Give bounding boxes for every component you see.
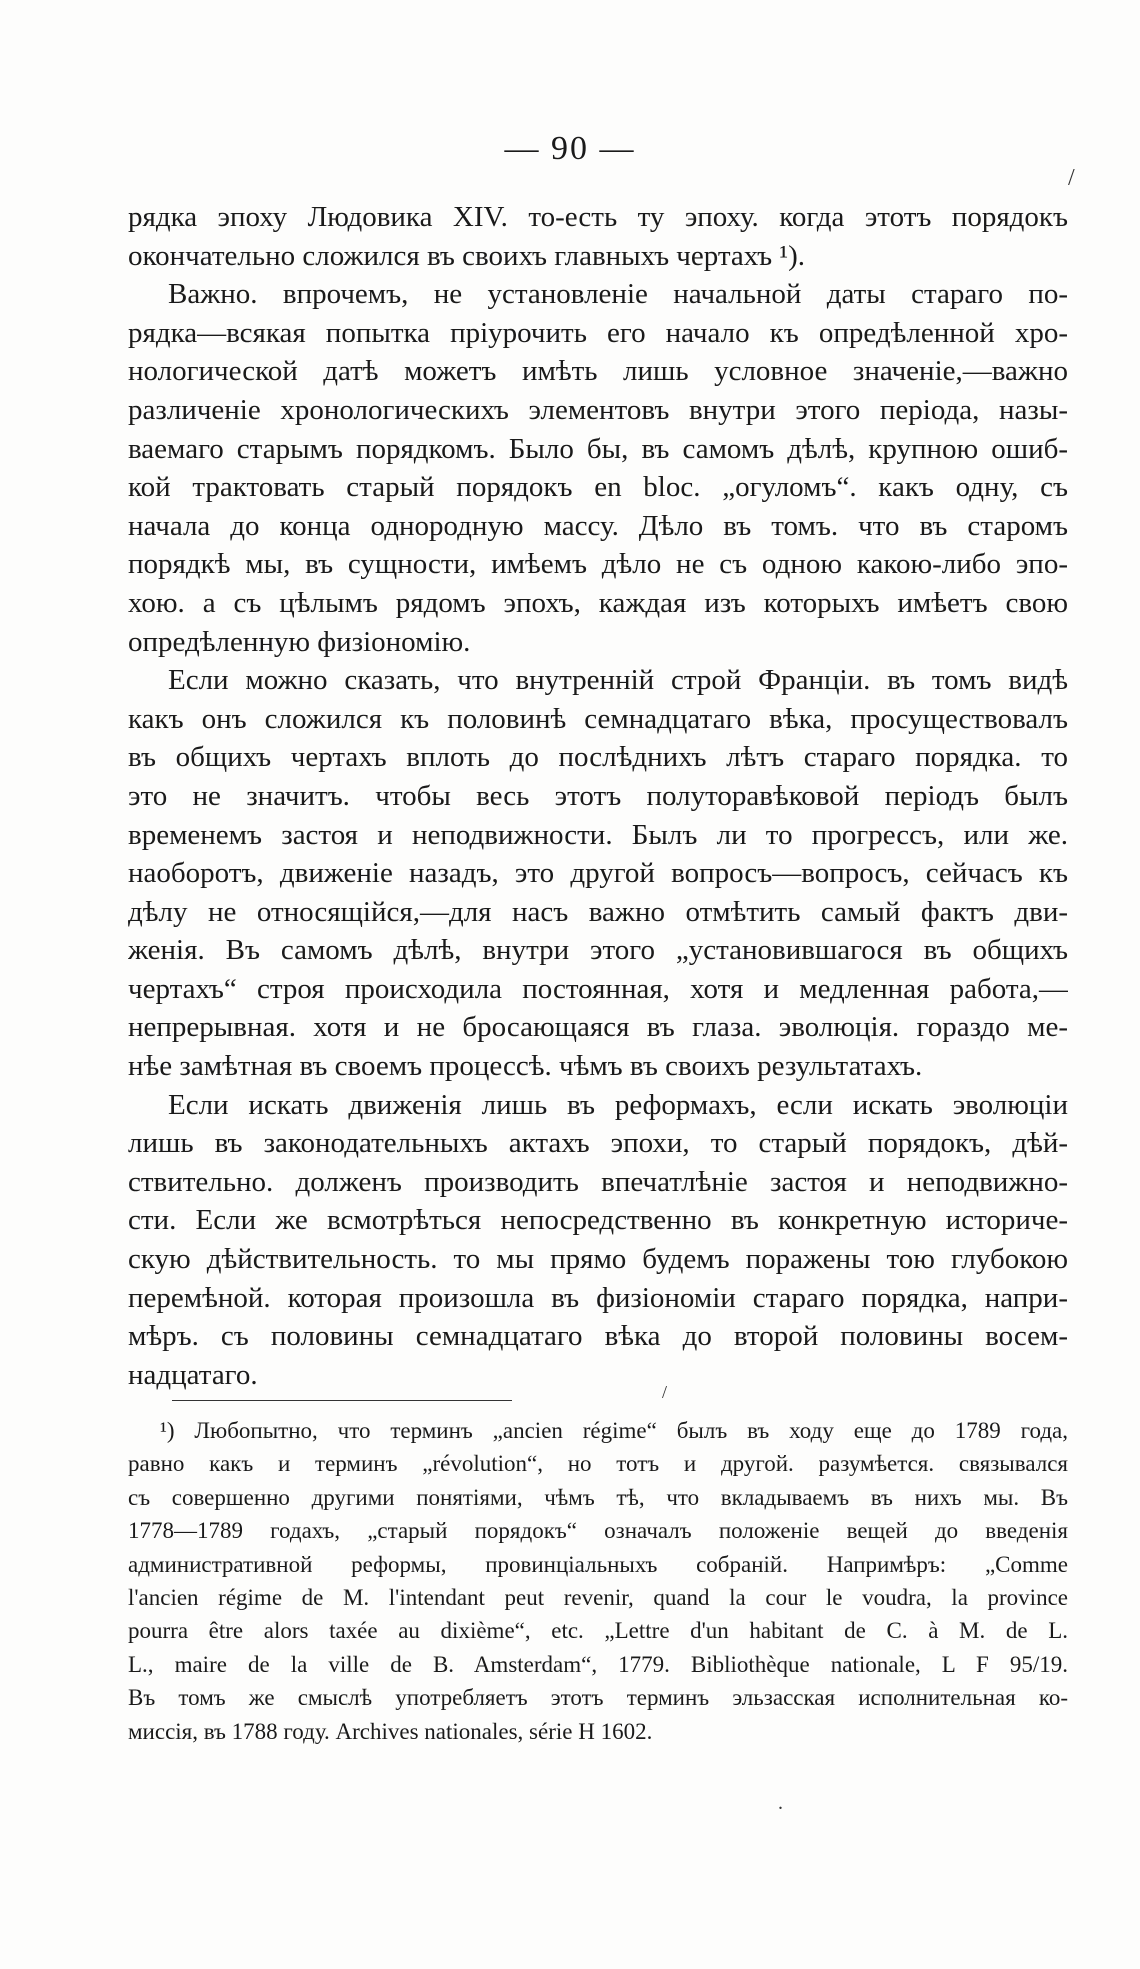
text-line: непрерывная. хотя и не бросающаяся въ глаза. эволюція. гораздо ме- bbox=[128, 1011, 1068, 1044]
footnote-line: 1778—1789 годахъ, „старый порядокъ“ означалъ положеніе вещей до введенія bbox=[128, 1518, 1068, 1544]
body-text bbox=[128, 198, 1068, 1394]
text-line: опредѣленную физіономію. bbox=[128, 625, 471, 658]
paragraph-start-line: Важно. впрочемъ, не установленіе начальной даты стараго по- bbox=[168, 278, 1068, 311]
footnote-line: съ совершенно другими понятіями, чѣмъ тѣ, что вкладываемъ въ нихъ мы. Въ bbox=[128, 1484, 1068, 1510]
text-line: лишь въ законодательныхъ актахъ эпохи, то старый порядокъ, дѣй- bbox=[128, 1127, 1068, 1160]
text-line: какъ онъ сложился къ половинѣ семнадцатаго вѣка, просуществовалъ bbox=[128, 702, 1068, 735]
text-line: порядкѣ мы, въ сущности, имѣемъ дѣло не съ одною какою-либо эпо- bbox=[128, 548, 1068, 581]
text-line: нѣе замѣтная въ своемъ процессѣ. чѣмъ въ своихъ результатахъ. bbox=[128, 1050, 923, 1083]
stray-mark: / bbox=[1068, 165, 1075, 191]
text-line: дѣлу не относящійся,—для насъ важно отмѣтить самый фактъ дви- bbox=[128, 895, 1068, 928]
paragraph-start-line: Если можно сказать, что внутренній строй Франціи. въ томъ видѣ bbox=[168, 664, 1068, 697]
text-line: начала до конца однородную массу. Дѣло въ томъ. что въ старомъ bbox=[128, 509, 1068, 542]
footnote-line: ¹) Любопытно, что терминъ „ancien régime“ былъ въ ходу еще до 1789 года, bbox=[160, 1418, 1068, 1443]
text-line: временемъ застоя и неподвижности. Былъ ли то прогрессъ, или же. bbox=[128, 818, 1068, 851]
footnotes bbox=[128, 1414, 1068, 1748]
paragraph-start-line: Если искать движенія лишь въ реформахъ, если искать эволюціи bbox=[168, 1088, 1068, 1121]
footnote-line: Въ томъ же смыслѣ употребляетъ этотъ терминъ эльзасская исполнительная ко- bbox=[128, 1685, 1068, 1711]
text-line: мѣръ. съ половины семнадцатаго вѣка до второй половины восем- bbox=[128, 1320, 1068, 1353]
text-line: нологической датѣ можетъ имѣть лишь условное значеніе,—важно bbox=[128, 355, 1068, 388]
text-line: различеніе хронологическихъ элементовъ внутри этого періода, назы- bbox=[128, 393, 1068, 426]
text-line: окончательно сложился въ своихъ главныхъ чертахъ ¹). bbox=[128, 239, 806, 272]
text-line: скую дѣйствительность. то мы прямо будемъ поражены тою глубокою bbox=[128, 1243, 1068, 1276]
footnote-line: миссія, въ 1788 году. Archives nationales, série H 1602. bbox=[128, 1718, 653, 1744]
stray-mark: / bbox=[662, 1382, 668, 1402]
text-line: женія. Въ самомъ дѣлѣ, внутри этого „установившагося въ общихъ bbox=[128, 934, 1068, 967]
footnote-line: административной реформы, провинціальныхъ собраній. Напримѣръ: „Comme bbox=[128, 1551, 1068, 1577]
footnote-line: l'ancien régime de M. l'intendant peut revenir, quand la cour le voudra, la province bbox=[128, 1584, 1068, 1610]
text-line: чертахъ“ строя происходила постоянная, хотя и медленная работа,— bbox=[128, 972, 1068, 1005]
footnote-rule bbox=[172, 1400, 512, 1401]
text-line: хою. а съ цѣлымъ рядомъ эпохъ, каждая изъ которыхъ имѣетъ свою bbox=[128, 586, 1068, 619]
text-line: ваемаго старымъ порядкомъ. Было бы, въ самомъ дѣлѣ, крупною ошиб- bbox=[128, 432, 1068, 465]
text-line: перемѣной. которая произошла въ физіономіи стараго порядка, напри- bbox=[128, 1281, 1068, 1314]
footnote-line: L., maire de la ville de B. Amsterdam“, 1779. Bibliothèque nationale, L F 95/19. bbox=[128, 1651, 1068, 1677]
page-number: — 90 — bbox=[504, 130, 636, 167]
text-line: въ общихъ чертахъ вплоть до послѣднихъ лѣтъ стараго порядка. то bbox=[128, 741, 1068, 774]
footnote-line: pourra être alors taxée au dixième“, etc. „Lettre d'un habitant de C. à M. de L. bbox=[128, 1618, 1068, 1644]
footnote-line: равно какъ и терминъ „révolution“, но тотъ и другой. разумѣется. связывался bbox=[128, 1451, 1068, 1477]
text-line: ствительно. долженъ производить впечатлѣніе застоя и неподвижно- bbox=[128, 1165, 1068, 1198]
text-line: кой трактовать старый порядокъ en bloc. „огуломъ“. какъ одну, съ bbox=[128, 471, 1068, 504]
text-line: это не значитъ. чтобы весь этотъ полуторавѣковой періодъ былъ bbox=[128, 779, 1068, 812]
text-line: рядка эпоху Людовика XIV. то-есть ту эпоху. когда этотъ порядокъ bbox=[128, 201, 1068, 233]
text-line: надцатаго. bbox=[128, 1358, 258, 1391]
text-line: сти. Если же всмотрѣться непосредственно въ конкретную историче- bbox=[128, 1204, 1068, 1237]
text-line: рядка—всякая попытка пріурочить его начало къ опредѣленной хро- bbox=[128, 316, 1068, 349]
text-line: наоборотъ, движеніе назадъ, это другой вопросъ—вопросъ, сейчасъ къ bbox=[128, 857, 1068, 890]
stray-mark: . bbox=[778, 1792, 783, 1814]
